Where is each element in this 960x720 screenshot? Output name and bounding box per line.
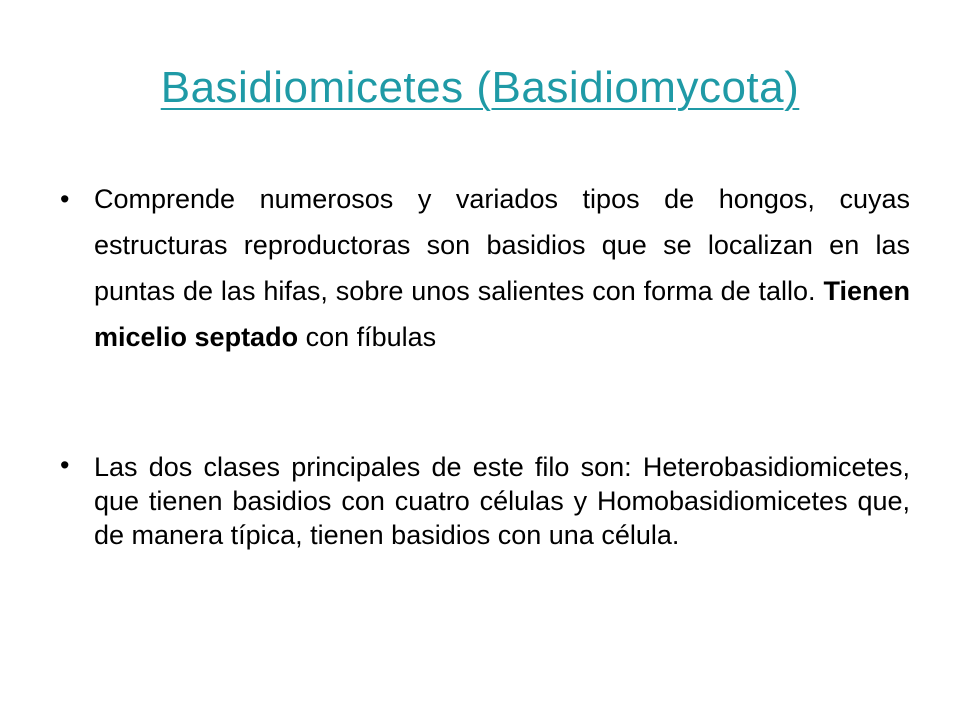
bullet-text-1-part1: Comprende numerosos y variados tipos de hongos, cuyas estructuras reproductoras son basidios que se localizan en las puntas de las hifas, sobre unos salientes con forma de tallo. (94, 184, 910, 306)
bullet-text-2: Las dos clases principales de este filo son: Heterobasidiomicetes, que tienen basidios con cuatro células y Homobasidiomicetes que, de manera típica, tienen basidios con una célula. (94, 452, 910, 550)
page-title (0, 58, 960, 118)
bullet-text-1-part2: con fíbulas (298, 322, 437, 352)
bullet-dot: • (60, 450, 70, 480)
bullet-item-1 (60, 176, 910, 360)
bullet-text-1-bold: Tienen micelio septado (94, 276, 910, 352)
title-link[interactable]: Basidiomicetes (Basidiomycota) (160, 63, 800, 112)
bullet-text-1 (94, 176, 910, 360)
bullet-item-2 (60, 450, 910, 552)
bullet-dot: • (60, 184, 70, 214)
